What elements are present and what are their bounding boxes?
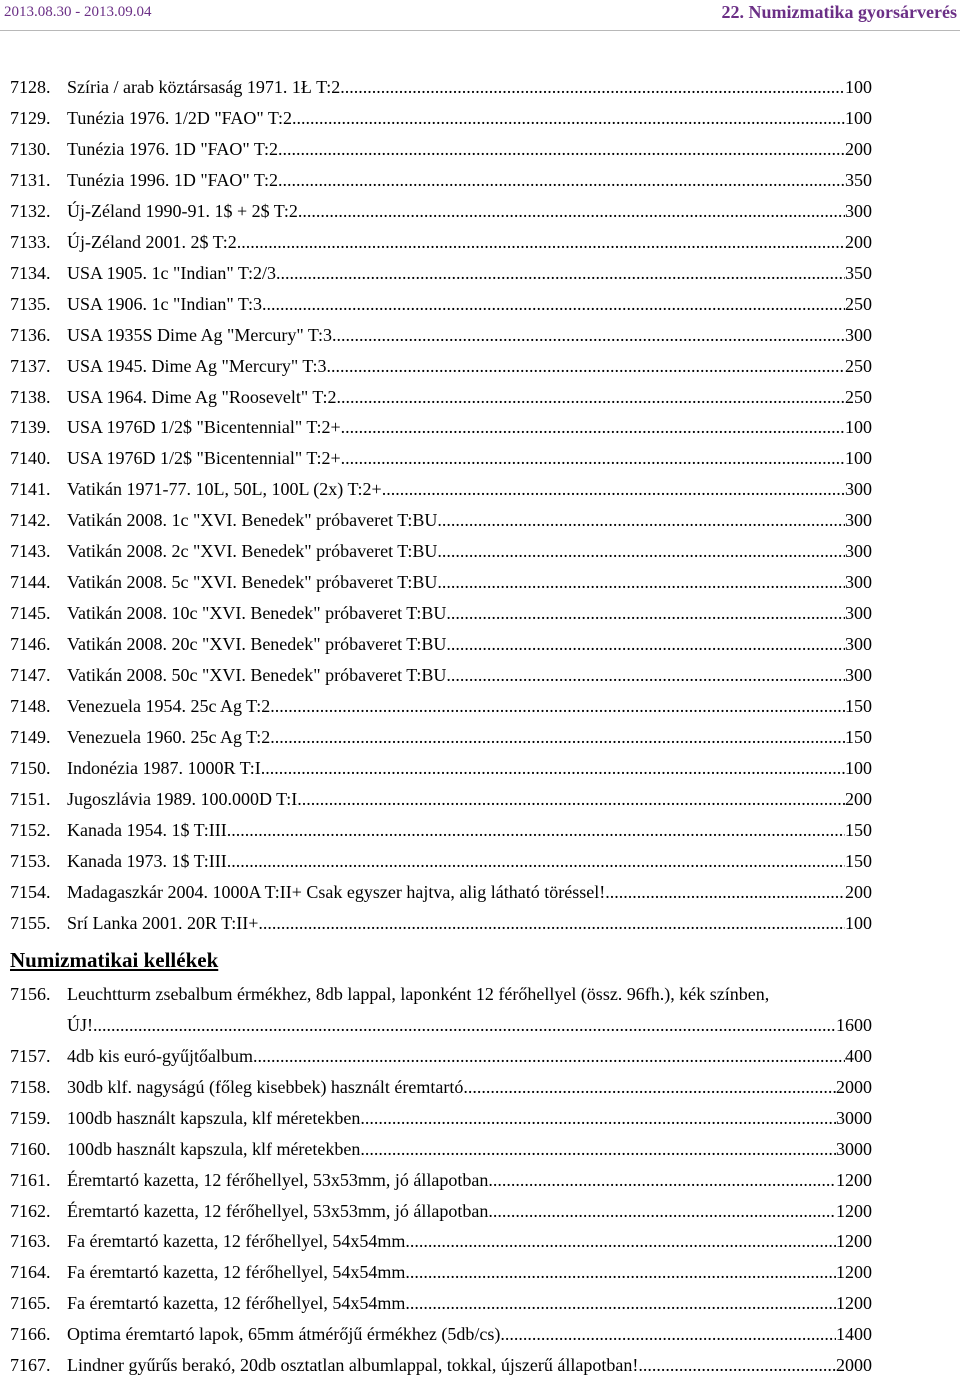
lot-description: Kanada 1973. 1$ T:III — [67, 851, 227, 871]
lot-description: Fa éremtartó kazetta, 12 férőhellyel, 54x54mm — [67, 1262, 406, 1282]
auction-date-range: 2013.08.30 - 2013.09.04 — [4, 4, 152, 20]
lot-number: 7132. — [10, 201, 51, 221]
lot-starting-price: 100 — [845, 108, 872, 128]
lot-description: Tunézia 1976. 1/2D "FAO" T:2 — [67, 108, 292, 128]
lot-number: 7161. — [10, 1170, 51, 1190]
lot-starting-price: 150 — [845, 696, 872, 716]
dot-leader — [638, 1354, 836, 1376]
lot-number: 7158. — [10, 1077, 51, 1097]
lot-description: Vatikán 1971-77. 10L, 50L, 100L (2x) T:2+ — [67, 479, 382, 499]
lot-line — [67, 757, 872, 779]
lot-line — [67, 1169, 872, 1191]
lot-starting-price: 250 — [845, 387, 872, 407]
dot-leader — [360, 1138, 836, 1160]
lot-description: USA 1976D 1/2$ "Bicentennial" T:2+ — [67, 448, 341, 468]
lot-starting-price: 150 — [845, 820, 872, 840]
dot-leader — [488, 1200, 836, 1222]
lot-starting-price: 300 — [845, 541, 872, 561]
lot-number: 7165. — [10, 1293, 51, 1313]
lot-description: Srí Lanka 2001. 20R T:II+ — [67, 913, 259, 933]
lot-number: 7140. — [10, 448, 51, 468]
lot-starting-price: 100 — [845, 913, 872, 933]
lot-number: 7166. — [10, 1324, 51, 1344]
lot-number: 7157. — [10, 1046, 51, 1066]
lot-line — [67, 416, 872, 438]
lot-description: Vatikán 2008. 5c "XVI. Benedek" próbaveret T:BU — [67, 572, 438, 592]
lot-line — [67, 664, 872, 686]
dot-leader — [500, 1323, 836, 1345]
lot-description: Éremtartó kazetta, 12 férőhellyel, 53x53mm, jó állapotban — [67, 1170, 489, 1190]
lot-number: 7131. — [10, 170, 51, 190]
lot-line — [67, 1014, 872, 1036]
lot-line — [67, 138, 872, 160]
lot-starting-price: 1200 — [836, 1170, 872, 1190]
lot-description: Madagaszkár 2004. 1000A T:II+ Csak egyszer hajtva, alig látható töréssel! — [67, 882, 606, 902]
lot-starting-price: 100 — [845, 417, 872, 437]
dot-leader — [298, 200, 845, 222]
lot-line — [67, 293, 872, 315]
lot-line — [67, 726, 872, 748]
lot-starting-price: 3000 — [836, 1108, 872, 1128]
lot-line — [67, 262, 872, 284]
dot-leader — [437, 571, 845, 593]
lot-number: 7149. — [10, 727, 51, 747]
lot-description: USA 1976D 1/2$ "Bicentennial" T:2+ — [67, 417, 341, 437]
dot-leader — [270, 726, 845, 748]
dot-leader — [341, 416, 845, 438]
dot-leader — [292, 107, 845, 129]
lot-description: Vatikán 2008. 10c "XVI. Benedek" próbaveret T:BU — [67, 603, 447, 623]
lot-line — [67, 1076, 872, 1098]
lot-starting-price: 300 — [845, 665, 872, 685]
lot-description: Szíria / arab köztársaság 1971. 1Ł T:2 — [67, 77, 341, 97]
lot-starting-price: 1200 — [836, 1293, 872, 1313]
lot-line — [67, 1045, 872, 1067]
lot-number: 7141. — [10, 479, 51, 499]
lot-line — [67, 1292, 872, 1314]
lot-starting-price: 3000 — [836, 1139, 872, 1159]
lot-starting-price: 200 — [845, 882, 872, 902]
lot-line — [67, 76, 872, 98]
lot-number: 7135. — [10, 294, 51, 314]
lot-number: 7143. — [10, 541, 51, 561]
lot-starting-price: 300 — [845, 603, 872, 623]
lot-line — [67, 788, 872, 810]
dot-leader — [326, 355, 845, 377]
lot-line — [67, 881, 872, 903]
dot-leader — [270, 695, 845, 717]
lot-description-line1: Leuchtturm zsebalbum érmékhez, 8db lappal, laponként 12 férőhellyel (össz. 96fh.), kék színben, — [67, 984, 770, 1004]
lot-line — [67, 447, 872, 469]
lot-starting-price: 150 — [845, 727, 872, 747]
lot-number: 7128. — [10, 77, 51, 97]
lot-line — [67, 571, 872, 593]
lot-description: USA 1964. Dime Ag "Roosevelt" T:2 — [67, 387, 337, 407]
dot-leader — [340, 76, 845, 98]
lot-line — [67, 1323, 872, 1345]
lot-starting-price: 300 — [845, 572, 872, 592]
dot-leader — [227, 850, 845, 872]
lot-description: USA 1906. 1c "Indian" T:3 — [67, 294, 262, 314]
lot-description: Vatikán 2008. 50c "XVI. Benedek" próbaveret T:BU — [67, 665, 447, 685]
lot-starting-price: 200 — [845, 232, 872, 252]
lot-number: 7164. — [10, 1262, 51, 1282]
dot-leader — [488, 1169, 836, 1191]
auction-title: 22. Numizmatika gyorsárverés — [721, 2, 957, 22]
lot-number: 7142. — [10, 510, 51, 530]
lot-description: USA 1905. 1c "Indian" T:2/3 — [67, 263, 276, 283]
lot-number: 7134. — [10, 263, 51, 283]
dot-leader — [446, 633, 845, 655]
lot-line — [67, 1261, 872, 1283]
dot-leader — [446, 602, 845, 624]
lot-description: Tunézia 1976. 1D "FAO" T:2 — [67, 139, 278, 159]
lot-number: 7162. — [10, 1201, 51, 1221]
lot-description: Fa éremtartó kazetta, 12 férőhellyel, 54x54mm — [67, 1293, 406, 1313]
lot-line — [67, 1107, 872, 1129]
lot-description: Venezuela 1954. 25c Ag T:2 — [67, 696, 271, 716]
page-header — [0, 0, 960, 31]
lot-starting-price: 1400 — [836, 1324, 872, 1344]
lot-description: Lindner gyűrűs berakó, 20db osztatlan albumlappal, tokkal, újszerű állapotban! — [67, 1355, 639, 1375]
lot-line — [67, 1354, 872, 1376]
lot-number: 7152. — [10, 820, 51, 840]
lot-line — [67, 912, 872, 934]
lot-starting-price: 350 — [845, 170, 872, 190]
lot-starting-price: 1600 — [836, 1015, 872, 1035]
lot-description: Vatikán 2008. 1c "XVI. Benedek" próbaveret T:BU — [67, 510, 438, 530]
lot-number: 7145. — [10, 603, 51, 623]
dot-leader — [253, 1045, 845, 1067]
lot-starting-price: 300 — [845, 479, 872, 499]
lot-starting-price: 1200 — [836, 1231, 872, 1251]
lot-starting-price: 2000 — [836, 1355, 872, 1375]
dot-leader — [332, 324, 845, 346]
lot-number: 7154. — [10, 882, 51, 902]
lot-line — [67, 231, 872, 253]
lot-description: Optima éremtartó lapok, 65mm átmérőjű érmékhez (5db/cs) — [67, 1324, 501, 1344]
dot-leader — [463, 1076, 836, 1098]
lot-line — [67, 355, 872, 377]
lot-description: Vatikán 2008. 2c "XVI. Benedek" próbaveret T:BU — [67, 541, 438, 561]
lot-line — [67, 633, 872, 655]
dot-leader — [336, 386, 845, 408]
lot-starting-price: 400 — [845, 1046, 872, 1066]
dot-leader — [341, 447, 845, 469]
lot-line — [67, 386, 872, 408]
lot-line — [67, 200, 872, 222]
lot-description: USA 1935S Dime Ag "Mercury" T:3 — [67, 325, 332, 345]
dot-leader — [258, 912, 845, 934]
lot-number: 7160. — [10, 1139, 51, 1159]
dot-leader — [382, 478, 845, 500]
lot-starting-price: 100 — [845, 77, 872, 97]
lot-number: 7148. — [10, 696, 51, 716]
dot-leader — [227, 819, 845, 841]
lot-description: USA 1945. Dime Ag "Mercury" T:3 — [67, 356, 327, 376]
lot-line — [67, 540, 872, 562]
dot-leader — [437, 509, 845, 531]
lot-number: 7153. — [10, 851, 51, 871]
lot-number: 7156. — [10, 984, 51, 1004]
lot-starting-price: 250 — [845, 356, 872, 376]
lot-line — [67, 602, 872, 624]
dot-leader — [405, 1261, 836, 1283]
dot-leader — [437, 540, 845, 562]
lot-number: 7133. — [10, 232, 51, 252]
lot-number: 7151. — [10, 789, 51, 809]
lot-description: Kanada 1954. 1$ T:III — [67, 820, 227, 840]
lot-number: 7167. — [10, 1355, 51, 1375]
lot-starting-price: 200 — [845, 139, 872, 159]
dot-leader — [360, 1107, 836, 1129]
lot-number: 7150. — [10, 758, 51, 778]
lot-number: 7147. — [10, 665, 51, 685]
lot-number: 7138. — [10, 387, 51, 407]
lot-number: 7146. — [10, 634, 51, 654]
dot-leader — [262, 293, 845, 315]
lot-description: 100db használt kapszula, klf méretekben — [67, 1139, 361, 1159]
lot-number: 7137. — [10, 356, 51, 376]
lot-description: Vatikán 2008. 20c "XVI. Benedek" próbaveret T:BU — [67, 634, 447, 654]
lot-number: 7130. — [10, 139, 51, 159]
lot-starting-price: 250 — [845, 294, 872, 314]
lot-description: 30db klf. nagyságú (főleg kisebbek) használt éremtartó — [67, 1077, 464, 1097]
lot-description: Tunézia 1996. 1D "FAO" T:2 — [67, 170, 278, 190]
lot-description: ÚJ! — [67, 1015, 93, 1035]
dot-leader — [237, 231, 845, 253]
dot-leader — [405, 1230, 836, 1252]
lot-line — [67, 850, 872, 872]
lot-line — [67, 107, 872, 129]
lot-starting-price: 200 — [845, 789, 872, 809]
lot-starting-price: 350 — [845, 263, 872, 283]
dot-leader — [278, 138, 845, 160]
dot-leader — [297, 788, 845, 810]
lot-line — [67, 1138, 872, 1160]
lot-starting-price: 300 — [845, 634, 872, 654]
lot-starting-price: 100 — [845, 758, 872, 778]
lot-starting-price: 100 — [845, 448, 872, 468]
dot-leader — [261, 757, 845, 779]
lot-number: 7163. — [10, 1231, 51, 1251]
dot-leader — [93, 1014, 836, 1036]
lot-description: 4db kis euró-gyűjtőalbum — [67, 1046, 253, 1066]
lot-line — [67, 478, 872, 500]
dot-leader — [446, 664, 845, 686]
lot-description: 100db használt kapszula, klf méretekben — [67, 1108, 361, 1128]
lot-line — [67, 819, 872, 841]
lot-line — [67, 509, 872, 531]
lot-line — [67, 324, 872, 346]
dot-leader — [276, 262, 845, 284]
lot-line — [67, 1230, 872, 1252]
lot-number: 7159. — [10, 1108, 51, 1128]
dot-leader — [278, 169, 845, 191]
lot-line — [67, 169, 872, 191]
dot-leader — [605, 881, 845, 903]
lot-description: Éremtartó kazetta, 12 férőhellyel, 53x53mm, jó állapotban — [67, 1201, 489, 1221]
lot-number: 7129. — [10, 108, 51, 128]
lot-starting-price: 300 — [845, 201, 872, 221]
section-title: Numizmatikai kellékek — [10, 948, 219, 972]
lot-description: Venezuela 1960. 25c Ag T:2 — [67, 727, 271, 747]
lot-number: 7139. — [10, 417, 51, 437]
lot-description: Új-Zéland 1990-91. 1$ + 2$ T:2 — [67, 201, 298, 221]
dot-leader — [405, 1292, 836, 1314]
lot-description: Új-Zéland 2001. 2$ T:2 — [67, 232, 237, 252]
lot-number: 7144. — [10, 572, 51, 592]
lot-description: Jugoszlávia 1989. 100.000D T:I — [67, 789, 298, 809]
lot-number: 7155. — [10, 913, 51, 933]
lot-starting-price: 300 — [845, 325, 872, 345]
lot-line — [67, 1200, 872, 1222]
lot-number: 7136. — [10, 325, 51, 345]
lot-line — [67, 695, 872, 717]
lot-starting-price: 1200 — [836, 1262, 872, 1282]
lot-starting-price: 2000 — [836, 1077, 872, 1097]
lot-description: Indonézia 1987. 1000R T:I — [67, 758, 261, 778]
lot-starting-price: 150 — [845, 851, 872, 871]
lot-description: Fa éremtartó kazetta, 12 férőhellyel, 54x54mm — [67, 1231, 406, 1251]
lot-starting-price: 1200 — [836, 1201, 872, 1221]
lot-starting-price: 300 — [845, 510, 872, 530]
